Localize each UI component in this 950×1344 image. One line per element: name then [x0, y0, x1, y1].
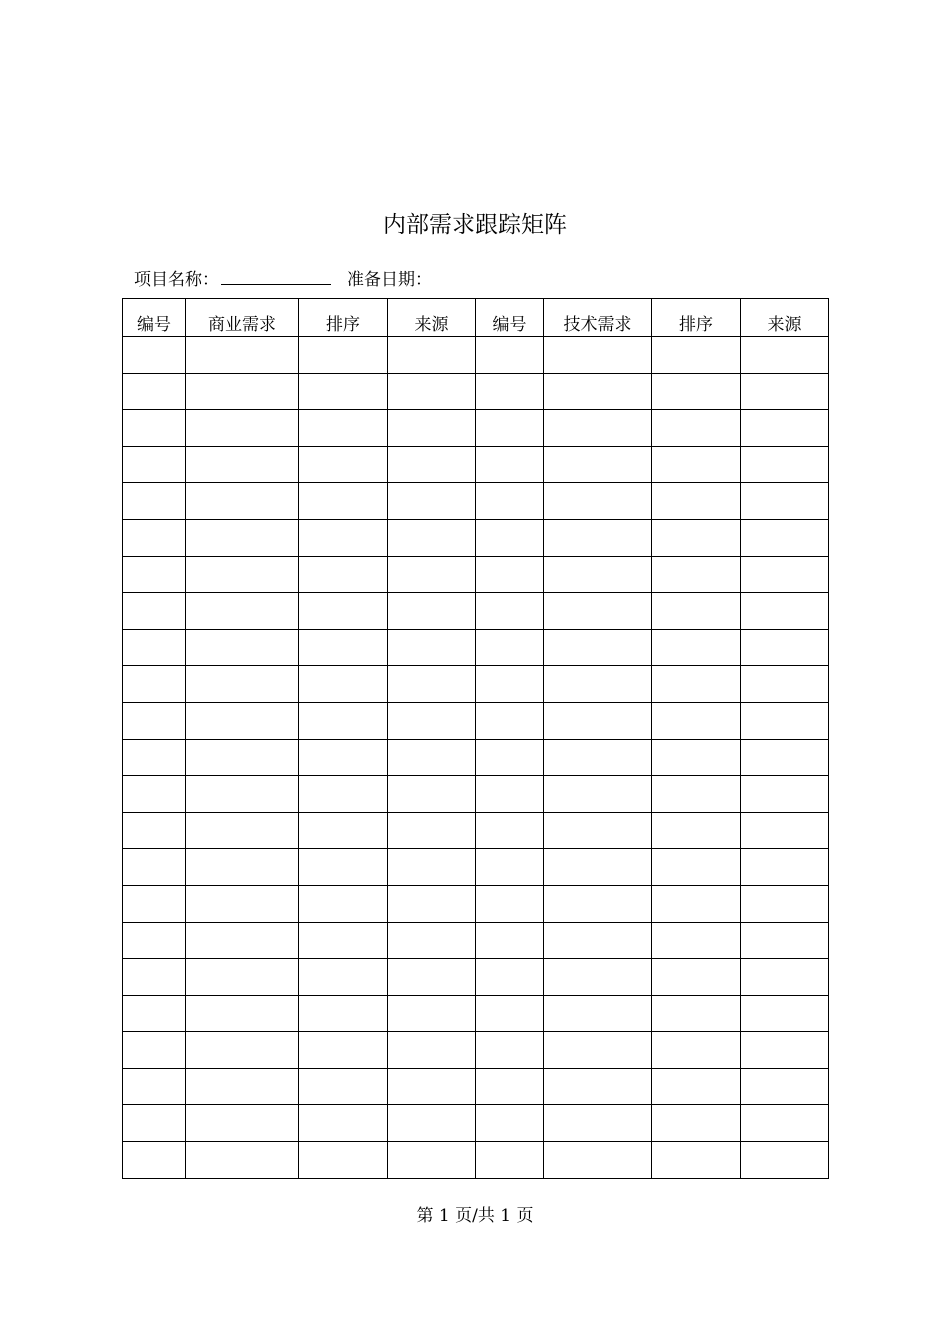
table-cell[interactable] — [476, 629, 544, 666]
table-row — [123, 776, 829, 813]
table-cell[interactable] — [544, 922, 652, 959]
table-row — [123, 519, 829, 556]
table-cell[interactable] — [388, 1142, 476, 1179]
table-cell[interactable] — [388, 1105, 476, 1142]
table-cell[interactable] — [544, 410, 652, 447]
table-cell[interactable] — [741, 337, 829, 374]
project-name-field[interactable] — [221, 264, 331, 285]
table-cell[interactable] — [186, 885, 299, 922]
table-cell[interactable] — [299, 1032, 388, 1069]
form-meta — [134, 264, 432, 293]
table-cell[interactable] — [123, 1142, 186, 1179]
table-cell[interactable] — [476, 1105, 544, 1142]
table-cell[interactable] — [544, 995, 652, 1032]
table-cell[interactable] — [299, 702, 388, 739]
table-cell[interactable] — [186, 629, 299, 666]
table-cell[interactable] — [186, 849, 299, 886]
table-cell[interactable] — [186, 995, 299, 1032]
table-cell[interactable] — [123, 1068, 186, 1105]
table-cell[interactable] — [652, 629, 741, 666]
table-cell[interactable] — [299, 410, 388, 447]
table-cell[interactable] — [544, 776, 652, 813]
table-cell[interactable] — [299, 812, 388, 849]
table-cell[interactable] — [741, 446, 829, 483]
table-cell[interactable] — [299, 483, 388, 520]
table-cell[interactable] — [652, 593, 741, 630]
table-cell[interactable] — [741, 556, 829, 593]
table-cell[interactable] — [476, 410, 544, 447]
table-cell[interactable] — [544, 849, 652, 886]
table-cell[interactable] — [476, 593, 544, 630]
table-cell[interactable] — [476, 922, 544, 959]
table-cell[interactable] — [186, 593, 299, 630]
page-footer: 第 1 页/共 1 页 — [416, 1206, 534, 1226]
table-cell[interactable] — [186, 373, 299, 410]
table-cell[interactable] — [186, 666, 299, 703]
table-row — [123, 483, 829, 520]
table-cell[interactable] — [186, 739, 299, 776]
table-cell[interactable] — [652, 1032, 741, 1069]
header-priority-business: 排序 — [299, 299, 388, 337]
table-cell[interactable] — [186, 922, 299, 959]
table-cell[interactable] — [652, 446, 741, 483]
table-cell[interactable] — [741, 812, 829, 849]
table-cell[interactable] — [186, 1068, 299, 1105]
prepare-date-label: 准备日期： — [347, 270, 432, 290]
table-cell[interactable] — [123, 483, 186, 520]
table-cell[interactable] — [299, 739, 388, 776]
table-cell[interactable] — [476, 556, 544, 593]
table-row — [123, 337, 829, 374]
table-cell[interactable] — [476, 739, 544, 776]
table-cell[interactable] — [741, 410, 829, 447]
table-cell[interactable] — [186, 1105, 299, 1142]
table-cell[interactable] — [741, 1032, 829, 1069]
table-cell[interactable] — [123, 702, 186, 739]
table-cell[interactable] — [652, 1068, 741, 1105]
header-id-technical: 编号 — [476, 299, 544, 337]
table-cell[interactable] — [544, 885, 652, 922]
table-cell[interactable] — [741, 593, 829, 630]
table-cell[interactable] — [388, 666, 476, 703]
table-cell[interactable] — [476, 885, 544, 922]
table-cell[interactable] — [186, 483, 299, 520]
table-cell[interactable] — [544, 702, 652, 739]
table-cell[interactable] — [652, 373, 741, 410]
table-cell[interactable] — [652, 519, 741, 556]
table-cell[interactable] — [741, 702, 829, 739]
table-cell[interactable] — [476, 959, 544, 996]
header-source-business: 来源 — [388, 299, 476, 337]
table-cell[interactable] — [299, 922, 388, 959]
table-cell[interactable] — [186, 446, 299, 483]
table-cell[interactable] — [186, 812, 299, 849]
table-cell[interactable] — [544, 556, 652, 593]
table-cell[interactable] — [388, 959, 476, 996]
table-row — [123, 922, 829, 959]
page-title: 内部需求跟踪矩阵 — [383, 212, 567, 238]
table-body — [123, 337, 829, 1179]
table-row — [123, 446, 829, 483]
project-name-label: 项目名称： — [134, 270, 219, 290]
table-cell[interactable] — [544, 739, 652, 776]
table-cell[interactable] — [741, 885, 829, 922]
table-cell[interactable] — [186, 702, 299, 739]
table-row — [123, 666, 829, 703]
header-business-requirement: 商业需求 — [186, 299, 299, 337]
table-cell[interactable] — [299, 446, 388, 483]
table-cell[interactable] — [741, 1068, 829, 1105]
table-cell[interactable] — [186, 776, 299, 813]
table-cell[interactable] — [299, 629, 388, 666]
table-cell[interactable] — [123, 373, 186, 410]
table-row — [123, 410, 829, 447]
table-cell[interactable] — [652, 959, 741, 996]
table-cell[interactable] — [652, 849, 741, 886]
table-cell[interactable] — [123, 446, 186, 483]
table-cell[interactable] — [388, 812, 476, 849]
header-id-business: 编号 — [123, 299, 186, 337]
table-cell[interactable] — [741, 1142, 829, 1179]
table-cell[interactable] — [476, 1142, 544, 1179]
table-cell[interactable] — [388, 373, 476, 410]
table-cell[interactable] — [741, 995, 829, 1032]
table-cell[interactable] — [299, 885, 388, 922]
table-row — [123, 1142, 829, 1179]
table-cell[interactable] — [299, 337, 388, 374]
header-source-technical: 来源 — [741, 299, 829, 337]
table-cell[interactable] — [544, 1068, 652, 1105]
table-cell[interactable] — [388, 1068, 476, 1105]
table-row — [123, 739, 829, 776]
table-cell[interactable] — [123, 995, 186, 1032]
header-technical-requirement: 技术需求 — [544, 299, 652, 337]
table-cell[interactable] — [388, 885, 476, 922]
table-cell[interactable] — [476, 1068, 544, 1105]
table-cell[interactable] — [123, 922, 186, 959]
table-cell[interactable] — [299, 959, 388, 996]
table-row — [123, 995, 829, 1032]
table-cell[interactable] — [476, 373, 544, 410]
table-cell[interactable] — [476, 849, 544, 886]
table-cell[interactable] — [476, 666, 544, 703]
table-cell[interactable] — [123, 1105, 186, 1142]
table-cell[interactable] — [652, 776, 741, 813]
table-cell[interactable] — [741, 666, 829, 703]
requirements-matrix-table — [122, 298, 829, 1179]
table-cell[interactable] — [476, 446, 544, 483]
table-cell[interactable] — [652, 410, 741, 447]
table-cell[interactable] — [123, 519, 186, 556]
table-cell[interactable] — [123, 1032, 186, 1069]
table-row — [123, 593, 829, 630]
table-row — [123, 629, 829, 666]
table-cell[interactable] — [186, 519, 299, 556]
table-cell[interactable] — [299, 519, 388, 556]
table-cell[interactable] — [741, 922, 829, 959]
table-cell[interactable] — [741, 519, 829, 556]
table-cell[interactable] — [299, 1105, 388, 1142]
table-cell[interactable] — [388, 446, 476, 483]
table-cell[interactable] — [123, 593, 186, 630]
table-cell[interactable] — [544, 519, 652, 556]
table-cell[interactable] — [123, 849, 186, 886]
table-cell[interactable] — [476, 1032, 544, 1069]
table-cell[interactable] — [299, 556, 388, 593]
table-cell[interactable] — [544, 629, 652, 666]
table-cell[interactable] — [544, 1105, 652, 1142]
table-cell[interactable] — [388, 739, 476, 776]
table-cell[interactable] — [741, 373, 829, 410]
table-cell[interactable] — [123, 959, 186, 996]
table-cell[interactable] — [299, 776, 388, 813]
table-row — [123, 849, 829, 886]
table-cell[interactable] — [123, 410, 186, 447]
table-cell[interactable] — [741, 776, 829, 813]
table-cell[interactable] — [652, 885, 741, 922]
table-cell[interactable] — [186, 410, 299, 447]
table-cell[interactable] — [476, 812, 544, 849]
table-cell[interactable] — [652, 1142, 741, 1179]
table-cell[interactable] — [544, 483, 652, 520]
table-cell[interactable] — [186, 959, 299, 996]
table-cell[interactable] — [123, 556, 186, 593]
table-cell[interactable] — [186, 337, 299, 374]
table-cell[interactable] — [388, 995, 476, 1032]
table-cell[interactable] — [741, 1105, 829, 1142]
table-cell[interactable] — [123, 812, 186, 849]
table-cell[interactable] — [388, 629, 476, 666]
table-cell[interactable] — [544, 1032, 652, 1069]
table-cell[interactable] — [299, 373, 388, 410]
table-cell[interactable] — [741, 739, 829, 776]
table-row — [123, 812, 829, 849]
table-cell[interactable] — [299, 1068, 388, 1105]
table-cell[interactable] — [123, 666, 186, 703]
table-cell[interactable] — [388, 519, 476, 556]
table-row — [123, 1105, 829, 1142]
table-cell[interactable] — [123, 739, 186, 776]
table-cell[interactable] — [741, 959, 829, 996]
table-cell[interactable] — [544, 337, 652, 374]
table-cell[interactable] — [476, 995, 544, 1032]
table-row — [123, 885, 829, 922]
table-cell[interactable] — [476, 702, 544, 739]
table-cell[interactable] — [186, 1142, 299, 1179]
table-cell[interactable] — [299, 666, 388, 703]
table-cell[interactable] — [388, 410, 476, 447]
table-cell[interactable] — [652, 483, 741, 520]
header-row — [123, 299, 829, 337]
table-cell[interactable] — [388, 593, 476, 630]
table-cell[interactable] — [544, 959, 652, 996]
table-cell[interactable] — [741, 849, 829, 886]
table-cell[interactable] — [652, 739, 741, 776]
table-cell[interactable] — [388, 702, 476, 739]
table-cell[interactable] — [186, 1032, 299, 1069]
table-cell[interactable] — [476, 337, 544, 374]
table-cell[interactable] — [652, 702, 741, 739]
table-cell[interactable] — [299, 995, 388, 1032]
table-cell[interactable] — [652, 995, 741, 1032]
table-cell[interactable] — [652, 922, 741, 959]
table-cell[interactable] — [544, 1142, 652, 1179]
table-cell[interactable] — [388, 483, 476, 520]
header-priority-technical: 排序 — [652, 299, 741, 337]
table-cell[interactable] — [544, 666, 652, 703]
table-cell[interactable] — [741, 629, 829, 666]
table-cell[interactable] — [652, 1105, 741, 1142]
table-cell[interactable] — [652, 666, 741, 703]
table-cell[interactable] — [123, 629, 186, 666]
table-cell[interactable] — [299, 1142, 388, 1179]
table-cell[interactable] — [388, 776, 476, 813]
table-row — [123, 1032, 829, 1069]
table-cell[interactable] — [476, 776, 544, 813]
table-cell[interactable] — [652, 812, 741, 849]
table-row — [123, 959, 829, 996]
table-cell[interactable] — [544, 812, 652, 849]
table-cell[interactable] — [388, 849, 476, 886]
table-cell[interactable] — [388, 556, 476, 593]
table-cell[interactable] — [388, 337, 476, 374]
table-cell[interactable] — [123, 885, 186, 922]
table-row — [123, 1068, 829, 1105]
table-cell[interactable] — [652, 337, 741, 374]
table-cell[interactable] — [388, 1032, 476, 1069]
table-cell[interactable] — [388, 922, 476, 959]
table-cell[interactable] — [123, 337, 186, 374]
table-cell[interactable] — [476, 483, 544, 520]
table-cell[interactable] — [299, 849, 388, 886]
table-cell[interactable] — [741, 483, 829, 520]
table-cell[interactable] — [186, 556, 299, 593]
table-cell[interactable] — [544, 373, 652, 410]
table-row — [123, 373, 829, 410]
table-cell[interactable] — [123, 776, 186, 813]
table-cell[interactable] — [299, 593, 388, 630]
table-cell[interactable] — [544, 593, 652, 630]
table-row — [123, 556, 829, 593]
table-row — [123, 702, 829, 739]
table-cell[interactable] — [476, 519, 544, 556]
table-cell[interactable] — [652, 556, 741, 593]
table-cell[interactable] — [544, 446, 652, 483]
